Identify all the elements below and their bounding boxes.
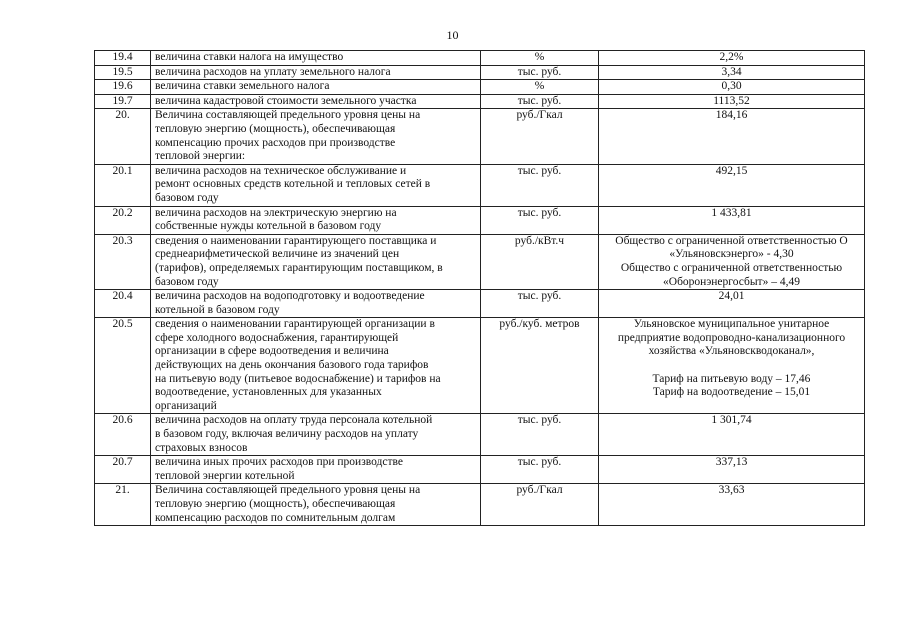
- value-line: 0,30: [721, 80, 742, 93]
- description-line: величина кадастровой стоимости земельного участка: [155, 94, 417, 107]
- row-description: [151, 80, 481, 95]
- table-row: [95, 318, 865, 414]
- row-value: [599, 65, 865, 80]
- description-line: страховых взносов: [155, 441, 248, 454]
- value-line: Тариф на питьевую воду – 17,46: [652, 372, 811, 385]
- description-line: величина иных прочих расходов при производстве: [155, 456, 403, 469]
- value-line: 492,15: [715, 164, 748, 177]
- row-unit: %: [481, 80, 599, 95]
- row-number: 20.3: [95, 234, 151, 289]
- row-unit: тыс. руб.: [481, 65, 599, 80]
- description-line: собственные нужды котельной в базовом году: [155, 220, 382, 233]
- row-number: 20.5: [95, 318, 151, 414]
- description-line: котельной в базовом году: [155, 303, 280, 316]
- description-line: тепловую энергию (мощность), обеспечивающая: [155, 122, 396, 135]
- description-line: ремонт основных средств котельной и тепловых сетей в: [155, 178, 431, 191]
- row-value: [599, 414, 865, 456]
- description-line: Величина составляющей предельного уровня цены на: [155, 484, 421, 497]
- table-row: [95, 290, 865, 318]
- value-line: Тариф на водоотведение – 15,01: [652, 386, 811, 399]
- description-line: тепловой энергии котельной: [155, 469, 295, 482]
- value-line: Ульяновское муниципальное унитарное: [633, 318, 830, 331]
- description-line: действующих на день окончания базового года тарифов: [155, 359, 429, 372]
- row-value: [599, 318, 865, 414]
- row-description: [151, 206, 481, 234]
- row-unit: тыс. руб.: [481, 164, 599, 206]
- description-line: сведения о наименовании гарантирующей организации в: [155, 318, 435, 331]
- row-value: [599, 456, 865, 484]
- row-unit: руб./Гкал: [481, 109, 599, 164]
- value-line: 1 301,74: [711, 414, 752, 427]
- row-number: 19.4: [95, 51, 151, 66]
- description-line: компенсацию прочих расходов при производстве: [155, 136, 396, 149]
- table-row: [95, 234, 865, 289]
- description-line: величина ставки земельного налога: [155, 80, 330, 93]
- row-value: [599, 94, 865, 109]
- table-row: [95, 51, 865, 66]
- row-number: 20.4: [95, 290, 151, 318]
- value-line: Общество с ограниченной ответственностью: [620, 261, 843, 274]
- row-unit: руб./Гкал: [481, 484, 599, 526]
- table-row: [95, 65, 865, 80]
- description-line: среднеарифметической величине из значений цен: [155, 248, 400, 261]
- table-row: [95, 94, 865, 109]
- row-number: 21.: [95, 484, 151, 526]
- row-description: [151, 414, 481, 456]
- row-description: [151, 456, 481, 484]
- row-value: [599, 484, 865, 526]
- row-description: [151, 109, 481, 164]
- row-value: [599, 51, 865, 66]
- value-line: Общество с ограниченной ответственностью О: [615, 234, 848, 247]
- table-row: [95, 109, 865, 164]
- row-description: [151, 51, 481, 66]
- row-unit: тыс. руб.: [481, 206, 599, 234]
- row-number: 20.1: [95, 164, 151, 206]
- row-description: [151, 65, 481, 80]
- description-line: сведения о наименовании гарантирующего поставщика и: [155, 234, 437, 247]
- table-row: [95, 206, 865, 234]
- table-row: [95, 456, 865, 484]
- value-line: 24,01: [718, 290, 745, 303]
- row-value: [599, 164, 865, 206]
- row-number: 19.5: [95, 65, 151, 80]
- description-line: на питьевую воду (питьевое водоснабжение) и тарифов на: [155, 372, 441, 385]
- row-value: [599, 234, 865, 289]
- description-line: базовом году: [155, 191, 219, 204]
- row-number: 19.7: [95, 94, 151, 109]
- row-unit: тыс. руб.: [481, 94, 599, 109]
- value-line: предприятие водопроводно-канализационного: [617, 331, 846, 344]
- row-number: 20.: [95, 109, 151, 164]
- description-line: организаций: [155, 399, 217, 412]
- row-number: 20.7: [95, 456, 151, 484]
- value-line: 1113,52: [713, 94, 750, 107]
- description-line: (тарифов), определяемых гарантирующим поставщиком, в: [155, 261, 443, 274]
- description-line: величина расходов на оплату труда персонала котельной: [155, 414, 433, 427]
- page-number: 10: [446, 28, 459, 42]
- value-line: 184,16: [715, 109, 748, 122]
- row-value: [599, 290, 865, 318]
- row-description: [151, 164, 481, 206]
- value-line: [603, 359, 860, 373]
- value-line: «Ульяновскэнерго» - 4,30: [669, 248, 794, 261]
- description-line: величина ставки налога на имущество: [155, 51, 344, 63]
- row-unit: тыс. руб.: [481, 456, 599, 484]
- description-line: тепловой энергии:: [155, 150, 246, 163]
- value-line: 3,34: [721, 65, 742, 78]
- description-line: организации в сфере водоотведения и величина: [155, 345, 389, 358]
- description-line: компенсацию расходов по сомнительным долгам: [155, 511, 396, 524]
- row-description: [151, 290, 481, 318]
- row-description: [151, 484, 481, 526]
- description-line: базовом году: [155, 275, 219, 288]
- table-row: [95, 164, 865, 206]
- table-row: [95, 80, 865, 95]
- table-row: [95, 484, 865, 526]
- value-line: 33,63: [718, 484, 745, 497]
- value-line: хозяйства «Ульяновскводоканал»,: [648, 345, 815, 358]
- value-line: 2,2%: [719, 51, 744, 63]
- row-description: [151, 234, 481, 289]
- value-line: 337,13: [715, 456, 748, 469]
- description-line: в базовом году, включая величину расходов на уплату: [155, 428, 419, 441]
- row-value: [599, 109, 865, 164]
- description-line: величина расходов на электрическую энергию на: [155, 206, 397, 219]
- description-line: Величина составляющей предельного уровня цены на: [155, 109, 421, 122]
- row-unit: тыс. руб.: [481, 290, 599, 318]
- value-line: «Оборонэнергосбыт» – 4,49: [663, 275, 800, 288]
- row-unit: тыс. руб.: [481, 414, 599, 456]
- description-line: водоотведение, установленных для указанных: [155, 386, 382, 399]
- description-line: величина расходов на техническое обслуживание и: [155, 164, 407, 177]
- row-unit: %: [481, 51, 599, 66]
- row-description: [151, 318, 481, 414]
- row-number: 19.6: [95, 80, 151, 95]
- table-row: [95, 414, 865, 456]
- value-line: 1 433,81: [711, 206, 752, 219]
- description-line: тепловую энергию (мощность), обеспечивающая: [155, 498, 396, 510]
- description-line: сфере холодного водоснабжения, гарантирующей: [155, 331, 399, 344]
- row-description: [151, 94, 481, 109]
- row-unit: руб./кВт.ч: [481, 234, 599, 289]
- description-line: величина расходов на уплату земельного налога: [155, 65, 391, 78]
- row-value: [599, 80, 865, 95]
- tariff-table: [94, 50, 865, 526]
- row-number: 20.2: [95, 206, 151, 234]
- description-line: величина расходов на водоподготовку и водоотведение: [155, 290, 425, 303]
- row-value: [599, 206, 865, 234]
- row-number: 20.6: [95, 414, 151, 456]
- row-unit: руб./куб. метров: [481, 318, 599, 414]
